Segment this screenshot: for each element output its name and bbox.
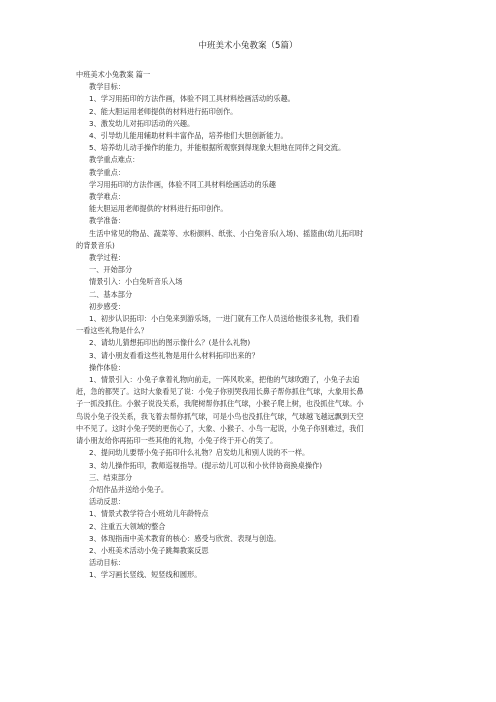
document-title: 中班美术小兔教案（5篇） (198, 41, 298, 51)
text-line: 3、激发幼儿对拓印活动的兴趣。 (89, 118, 195, 128)
text-line: 操作体验： (89, 362, 125, 372)
text-line: 的背景音乐) (76, 240, 115, 250)
text-line: 教学重点： (89, 167, 125, 177)
text-line: 1、学习画长竖线、短竖线和圆形。 (89, 570, 202, 580)
text-line: 1、初步认识拓印：小白兔来到游乐场，一进门就有工作人员送给他很多礼物，我们看 (89, 314, 360, 324)
text-line: 教学重点难点： (89, 155, 140, 165)
text-line: 教学过程： (89, 253, 125, 263)
text-line: 教学难点： (89, 192, 125, 202)
text-line: 3、体现指南中美术教育的核心：感受与欣赏、表现与创造。 (89, 533, 281, 543)
text-line: 2、能大胆运用老师提供的材料进行拓印创作。 (89, 106, 238, 116)
text-line: 赶，急的都哭了。这时大象看见了说：小兔子你别哭我用长鼻子帮你抓住气球，大象用长鼻 (76, 387, 364, 397)
text-line: 2、注重五大领域的整合 (89, 521, 166, 531)
text-line: 教学目标： (89, 82, 125, 92)
text-line: 一、开始部分 (89, 265, 133, 275)
text-line: 1、情景式教学符合小班幼儿年龄特点 (89, 509, 209, 519)
text-line: 4、引导幼儿能用辅助材料丰富作品，培养他们大胆创新能力。 (89, 131, 288, 141)
text-line: 2、小班美术活动小兔子跳舞教案反思 (89, 545, 209, 555)
document-body (76, 69, 426, 582)
text-line: 一看这些礼物是什么？ (76, 326, 148, 336)
text-line: 1、情景引入：小兔子拿着礼物向前走，一阵风吹来，把他的气球吹跑了，小兔子去追 (89, 375, 360, 385)
text-line: 活动目标： (89, 558, 125, 568)
text-line: 活动反思： (89, 497, 125, 507)
text-line: 3、幼儿操作拓印，教师巡视指导。(提示幼儿可以和小伙伴协商换桌操作) (89, 460, 322, 470)
text-line: 介绍作品并送给小兔子。 (89, 484, 169, 494)
text-line: 情景引入：小白兔听音乐入场 (89, 277, 183, 287)
text-line: 2、提问幼儿要帮小兔子拓印什么礼物？启发幼儿和别人说的不一样。 (89, 448, 310, 458)
text-line: 中班美术小兔教案 篇一 (76, 70, 151, 79)
text-line: 初步感受： (89, 301, 125, 311)
text-line: 5、培养幼儿动手操作的能力，并能根据所观察到得现象大胆地在同伴之间交流。 (89, 143, 346, 153)
text-line: 三、结束部分 (89, 472, 133, 482)
text-line: 能大胆运用老师提供的'材料进行拓印创作。 (89, 204, 228, 214)
text-line: 3、请小朋友看看这些礼物是用什么材料拓印出来的？ (89, 350, 259, 360)
text-line: 二、基本部分 (89, 289, 133, 299)
text-line: 1、学习用拓印的方法作画，体验不同工具材料绘画活动的乐趣。 (89, 94, 295, 104)
text-line: 教学准备： (89, 216, 125, 226)
text-line: 中不见了。这时小兔子哭的更伤心了，大象、小猴子、小鸟一起说，小兔子你别难过，我们 (76, 423, 364, 433)
text-line: 2、请幼儿猜想拓印出的图示像什么？(是什么礼物) (89, 338, 251, 348)
text-line: 鸟说小兔子没关系，我飞着去帮你抓气球，可是小鸟也没抓住气球，气球越飞越远飘到天空 (76, 411, 364, 421)
text-line: 子一抓没抓住。小猴子说没关系，我爬树帮你抓住气球，小猴子爬上树，也没抓住气球。小 (76, 399, 364, 409)
text-line: 请小朋友给你再拓印一些其他的礼物，小兔子终于开心的笑了。 (76, 436, 278, 446)
text-line: 学习用拓印的方法作画，体验不同工具材料绘画活动的乐趣 (89, 179, 276, 189)
text-line: 生活中常见的物品、蔬菜等、水粉颜料、纸张、小白兔音乐(入场)、摇篮曲(幼儿拓印时 (89, 228, 364, 238)
